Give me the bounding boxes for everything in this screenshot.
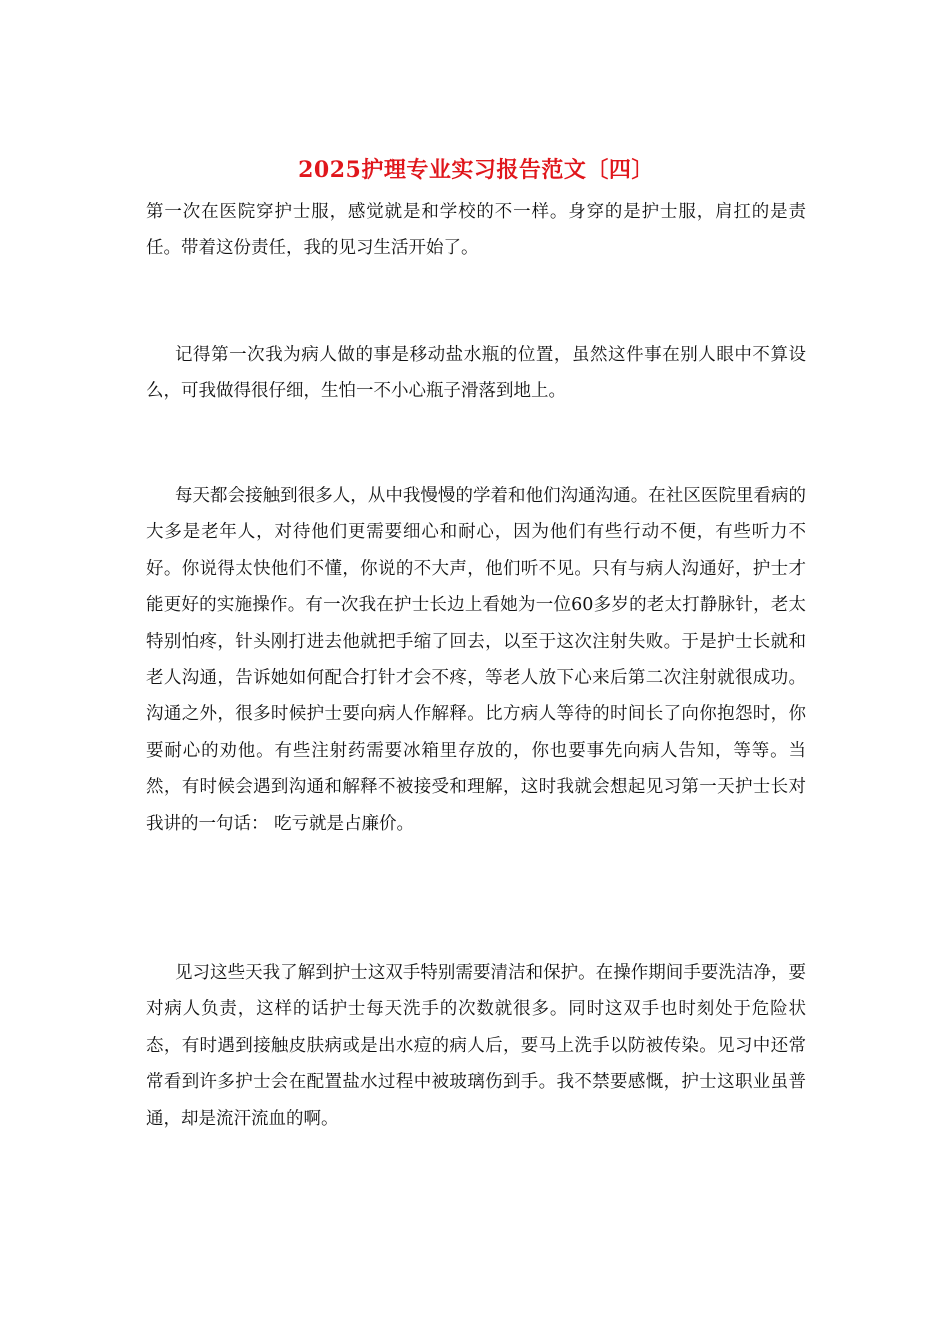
paragraph-1: 第一次在医院穿护士服，感觉就是和学校的不一样。身穿的是护士服，肩扛的是责任。带着这份责任，我的见习生活开始了。 bbox=[146, 202, 806, 259]
document-title: 2025护理专业实习报告范文〔四〕 bbox=[298, 157, 654, 183]
paragraph-2: 记得第一次我为病人做的事是移动盐水瓶的位置，虽然这件事在别人眼中不算设么，可我做得很仔细，生怕一不小心瓶子滑落到地上。 bbox=[146, 345, 806, 402]
paragraph-3: 每天都会接触到很多人，从中我慢慢的学着和他们沟通沟通。在社区医院里看病的大多是老年人，对待他们更需要细心和耐心，因为他们有些行动不便，有些听力不好。你说得太快他们不懂，你说的不大声，他们听不见。只有与病人沟通好，护士才能更好的实施操作。有一次我在护士长边上看她为一位60多岁的老太打静脉针，老太特别怕疼，针头刚打进去他就把手缩了回去，以至于这次注射失败。于是护士长就和老人沟通，告诉她如何配合打针才会不疼，等老人放下心来后第二次注射就很成功。沟通之外，很多时候护士要向病人作解释。比方病人等待的时间长了向你抱怨时，你要耐心的劝他。有些注射药需要冰箱里存放的，你也要事先向病人告知，等等。当然，有时候会遇到沟通和解释不被接受和理解，这时我就会想起见习第一天护士长对我讲的一句话： 吃亏就是占廉价。 bbox=[146, 486, 806, 834]
paragraph-4: 见习这些天我了解到护士这双手特别需要清洁和保护。在操作期间手要洗洁净，要对病人负责，这样的话护士每天洗手的次数就很多。同时这双手也时刻处于危险状态，有时遇到接触皮肤病或是出水痘的病人后，要马上洗手以防被传染。见习中还常常看到许多护士会在配置盐水过程中被玻璃伤到手。我不禁要感慨，护士这职业虽普通，却是流汗流血的啊。 bbox=[146, 963, 806, 1129]
